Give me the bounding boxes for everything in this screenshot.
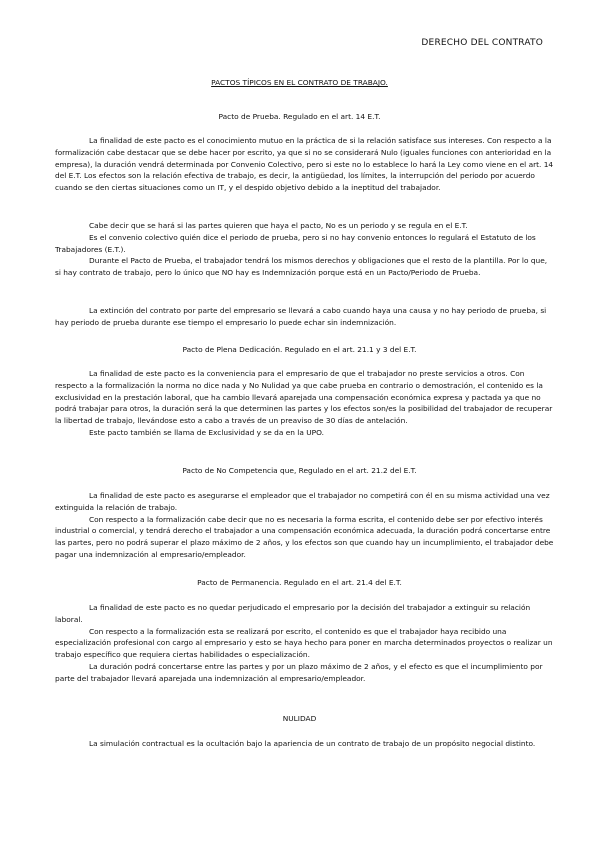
running-header: DERECHO DEL CONTRATO	[421, 38, 543, 48]
paragraph: Cabe decir que se hará si las partes quieren que haya el pacto, No es un periodo y se regula en el E.T.	[89, 221, 468, 230]
section-notes-prueba	[55, 220, 555, 279]
paragraph: Con respecto a la formalización cabe decir que no es necesaria la forma escrita, el contenido debe ser por efectivo interés industrial o comercial, y tendrá derecho el trabajador a una compensación económica adecuada, la duración podrá concertarse entre las partes, pero no podrá superar el plazo máximo de 2 años, y los efectos son que cuando hay un incumplimiento, el trabajador debe pagar una indemnización al empresario/empleador.	[55, 514, 554, 559]
paragraph: Durante el Pacto de Prueba, el trabajador tendrá los mismos derechos y obligaciones que el resto de la plantilla. Por lo que, si hay contrato de trabajo, pero lo único que NO hay es Indemnización porque está en un Pacto/Periodo de Prueba.	[55, 256, 548, 278]
paragraph: La simulación contractual es la ocultación bajo la apariencia de un contrato de trabajo de un propósito negocial distinto.	[89, 739, 536, 748]
document-title: PACTOS TÍPICOS EN EL CONTRATO DE TRABAJO.	[211, 78, 388, 87]
paragraph: La finalidad de este pacto es asegurarse el empleador que el trabajador no competirá con él en su misma actividad una vez extinguida la relación de trabajo.	[55, 491, 550, 512]
section-body-no-competencia	[55, 490, 555, 561]
paragraph: La finalidad de este pacto es la conveniencia para el empresario de que el trabajador no preste servicios a otros. Con respecto a la formalización la norma no dice nada y No Nulidad ya que cabe prueba en contrario o demostración, el contenido es la exclusividad en la prestación laboral, que ha cambio llevará aparejada una compensación económica expresa y pactada ya que no podrá trabajar para otros, la duración será la que determinen las partes y los efectos son/es la posibilidad del trabajador de recuperar la libertad de trabajo, llevándose esto a cabo a través de un preaviso de 30 días de antelación.	[55, 369, 553, 426]
section-heading-permanencia: Pacto de Permanencia. Regulado en el art. 21.4 del E.T.	[197, 578, 402, 587]
section-heading-nulidad: NULIDAD	[282, 714, 317, 723]
section-heading-plena-dedicacion: Pacto de Plena Dedicación. Regulado en el art. 21.1 y 3 del E.T.	[182, 345, 417, 354]
section-body-permanencia	[55, 602, 555, 685]
section-heading-no-competencia: Pacto de No Competencia que, Regulado en el art. 21.2 del E.T.	[182, 466, 417, 475]
paragraph: Este pacto también se llama de Exclusividad y se da en la UPO.	[89, 427, 324, 437]
section-body-nulidad	[55, 738, 555, 750]
paragraph: La finalidad de este pacto es el conocimiento mutuo en la práctica de si la relación satisface sus intereses. Con respecto a la formalización cabe destacar que se debe hacer por escrito, ya que si no se considerará Nulo (iguales funciones con anterioridad en la empresa), la duración vendrá determinada por Convenio Colectivo, pero si este no lo establece lo hará la Ley como viene en el art. 14 del E.T. Los efectos son la relación efectiva de trabajo, es decir, la antigüedad, los límites, la interrupción del periodo por acuerdo cuando se den ciertas situaciones como un IT, y el despido objetivo debido a la ineptitud del trabajador.	[55, 136, 554, 193]
paragraph: Es el convenio colectivo quién dice el periodo de prueba, pero si no hay convenio entonces lo regulará el Estatuto de los Trabajadores (E.T.).	[55, 232, 536, 254]
section-extincion-prueba	[55, 305, 555, 329]
section-heading-prueba: Pacto de Prueba. Regulado en el art. 14 E.T.	[218, 112, 381, 121]
paragraph: La extinción del contrato por parte del empresario se llevará a cabo cuando haya una causa y no hay periodo de prueba, si hay periodo de prueba durante ese tiempo el empresario lo puede echar sin indemnización.	[55, 306, 547, 327]
section-body-prueba	[55, 135, 555, 194]
paragraph: La duración podrá concertarse entre las partes y por un plazo máximo de 2 años, y el efecto es que el incumplimiento por parte del trabajador llevará aparejada una indemnización al empresario/empleador.	[55, 661, 543, 683]
paragraph: Con respecto a la formalización esta se realizará por escrito, el contenido es que el trabajador haya recibido una especialización profesional con cargo al empresario y esto se haya hecho para poner en marcha determinados proyectos o realizar un trabajo específico que requiera ciertas habilidades o especialización.	[55, 626, 553, 660]
section-body-plena-dedicacion	[55, 368, 555, 439]
paragraph: La finalidad de este pacto es no quedar perjudicado el empresario por la decisión del trabajador a extinguir su relación laboral.	[55, 603, 531, 624]
